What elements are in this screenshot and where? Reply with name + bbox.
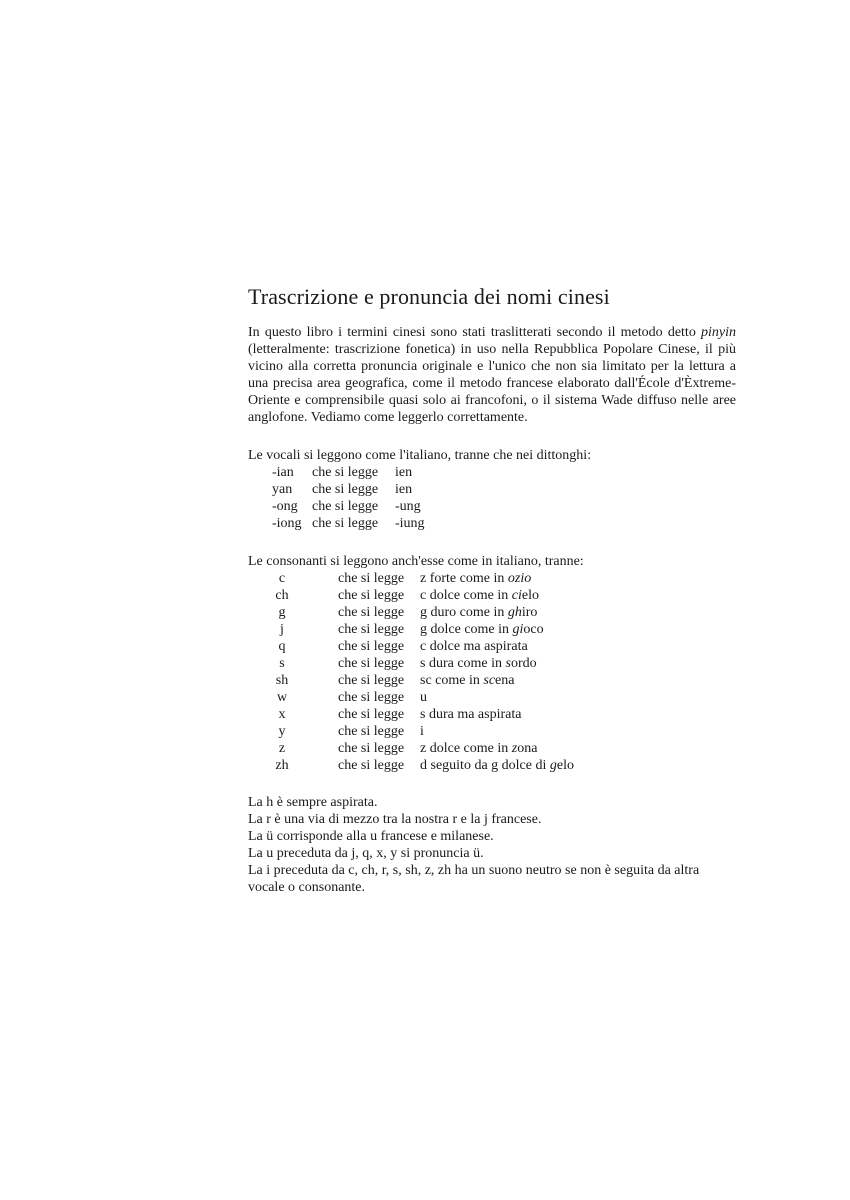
vowels-table <box>272 464 425 532</box>
vowel-reading: ien <box>395 465 413 480</box>
consonant-reading <box>420 655 574 672</box>
example-italic-part: gi <box>512 622 524 637</box>
reading-description: sc come in <box>420 673 484 688</box>
consonant-row <box>248 570 574 587</box>
consonant-reading <box>420 587 574 604</box>
consonant-cell <box>248 621 338 638</box>
reading-verb: che si legge <box>338 622 405 637</box>
consonant-cell <box>248 672 338 689</box>
reading-description: d seguito da g dolce di <box>420 758 550 773</box>
consonant-row <box>248 689 574 706</box>
consonant-reading <box>420 740 574 757</box>
example-italic-part: gh <box>507 605 522 620</box>
consonant-symbol: g <box>278 605 286 620</box>
example-italic-part: sc <box>483 673 496 688</box>
reading-verb: che si legge <box>338 758 405 773</box>
reading-description: s dura come in <box>420 656 506 671</box>
reading-description: z dolce come in <box>420 741 512 756</box>
consonant-symbol: s <box>279 656 285 671</box>
reading-description: c dolce come in <box>420 588 512 603</box>
consonant-reading <box>420 604 574 621</box>
example-italic-part: oz <box>507 571 521 586</box>
vowel-symbol: -ong <box>272 499 298 514</box>
consonant-cell <box>248 706 338 723</box>
reading-verb: che si legge <box>338 639 405 654</box>
consonant-reading <box>420 689 574 706</box>
consonant-row <box>248 621 574 638</box>
example-rest: elo <box>521 588 539 603</box>
reading-verb: che si legge <box>312 482 379 497</box>
reading-description: g dolce come in <box>420 622 513 637</box>
note-line: La ü corrisponde alla u francese e milanese. <box>248 829 494 844</box>
consonant-symbol: x <box>278 707 286 722</box>
intro-text-after: (letteralmente: trascrizione fonetica) in uso nella Repubblica Popolare Cinese, il più vicino alla corretta pronuncia originale e l'unico che non sia limitato per la lettura a una precisa area geografica, come il metodo francese elaborato dall'École d'Èxtreme-Oriente e comprensibile quasi solo ai francofoni, o il sistema Wade diffuso nelle aree anglofone. Vediamo come leggerlo correttamente. <box>248 342 736 425</box>
consonant-reading <box>420 706 574 723</box>
example-rest: ona <box>517 741 538 756</box>
vowel-row <box>272 481 425 498</box>
page-content <box>248 282 736 896</box>
note-line: La u preceduta da j, q, x, y si pronuncia ü. <box>248 846 484 861</box>
consonant-reading <box>420 672 574 689</box>
reading-verb: che si legge <box>338 690 405 705</box>
consonant-row <box>248 757 574 774</box>
vowel-symbol: yan <box>272 482 293 497</box>
note-line: La r è una via di mezzo tra la nostra r e la j francese. <box>248 812 542 827</box>
vowel-reading: ien <box>395 482 413 497</box>
consonant-row <box>248 723 574 740</box>
reading-verb: che si legge <box>338 707 405 722</box>
reading-description: c dolce ma aspirata <box>420 639 528 654</box>
page-title: Trascrizione e pronuncia dei nomi cinesi <box>248 284 610 309</box>
consonant-row <box>248 587 574 604</box>
consonant-row <box>248 706 574 723</box>
example-rest: ordo <box>510 656 537 671</box>
consonant-row <box>248 655 574 672</box>
consonant-symbol: w <box>276 690 288 705</box>
reading-verb: che si legge <box>338 605 405 620</box>
consonant-cell <box>248 740 338 757</box>
example-rest: io <box>520 571 532 586</box>
consonant-symbol: ch <box>275 588 289 603</box>
example-italic-part: ci <box>511 588 522 603</box>
consonants-section <box>248 553 736 774</box>
vowel-row <box>272 464 425 481</box>
reading-description: g duro come in <box>420 605 508 620</box>
vowels-intro: Le vocali si leggono come l'italiano, tranne che nei dittonghi: <box>248 448 592 463</box>
consonant-symbol: sh <box>275 673 289 688</box>
consonant-cell <box>248 757 338 774</box>
pinyin-term: pinyin <box>701 325 736 340</box>
example-rest: oco <box>523 622 544 637</box>
reading-verb: che si legge <box>312 465 379 480</box>
consonant-cell <box>248 570 338 587</box>
consonant-row <box>248 672 574 689</box>
consonant-reading <box>420 757 574 774</box>
note-line: La h è sempre aspirata. <box>248 795 378 810</box>
reading-verb: che si legge <box>338 571 405 586</box>
consonant-cell <box>248 723 338 740</box>
consonant-symbol: c <box>278 571 286 586</box>
reading-verb: che si legge <box>338 741 405 756</box>
example-italic-part: s <box>505 656 511 671</box>
consonant-reading <box>420 723 574 740</box>
consonant-cell <box>248 604 338 621</box>
consonant-row <box>248 638 574 655</box>
consonant-reading <box>420 638 574 655</box>
vowel-reading: -ung <box>395 499 421 514</box>
vowel-symbol: -ian <box>272 465 294 480</box>
reading-verb: che si legge <box>312 516 379 531</box>
consonants-intro: Le consonanti si leggono anch'esse come in italiano, tranne: <box>248 554 584 569</box>
vowels-section <box>248 447 736 532</box>
reading-description: i <box>420 724 424 739</box>
consonant-symbol: j <box>280 622 284 637</box>
consonant-symbol: z <box>278 741 286 756</box>
reading-verb: che si legge <box>338 724 405 739</box>
consonant-cell <box>248 655 338 672</box>
vowel-symbol: -iong <box>272 516 302 531</box>
note-line: La i preceduta da c, ch, r, s, sh, z, zh ha un suono neutro se non è seguita da altra vocale o consonante. <box>248 863 700 895</box>
vowel-reading: -iung <box>395 516 425 531</box>
consonant-row <box>248 740 574 757</box>
example-italic-part: g <box>549 758 557 773</box>
consonant-symbol: q <box>278 639 286 654</box>
reading-verb: che si legge <box>312 499 379 514</box>
consonant-reading <box>420 621 574 638</box>
reading-verb: che si legge <box>338 656 405 671</box>
consonant-cell <box>248 638 338 655</box>
example-rest: elo <box>556 758 574 773</box>
consonant-symbol: y <box>278 724 286 739</box>
reading-description: s dura ma aspirata <box>420 707 522 722</box>
example-rest: ena <box>495 673 515 688</box>
example-rest: iro <box>521 605 538 620</box>
example-italic-part: z <box>511 741 518 756</box>
intro-text-before: In questo libro i termini cinesi sono stati traslitterati secondo il metodo detto <box>248 325 701 340</box>
vowel-row <box>272 498 425 515</box>
reading-verb: che si legge <box>338 673 405 688</box>
reading-verb: che si legge <box>338 588 405 603</box>
consonants-table <box>248 570 574 774</box>
reading-description: u <box>420 690 427 705</box>
vowel-row <box>272 515 425 532</box>
consonant-reading <box>420 570 574 587</box>
intro-paragraph <box>248 324 736 426</box>
consonant-row <box>248 604 574 621</box>
consonant-symbol: zh <box>275 758 289 773</box>
consonant-cell <box>248 689 338 706</box>
consonant-cell <box>248 587 338 604</box>
reading-description: z forte come in <box>420 571 508 586</box>
pronunciation-notes <box>248 794 736 896</box>
